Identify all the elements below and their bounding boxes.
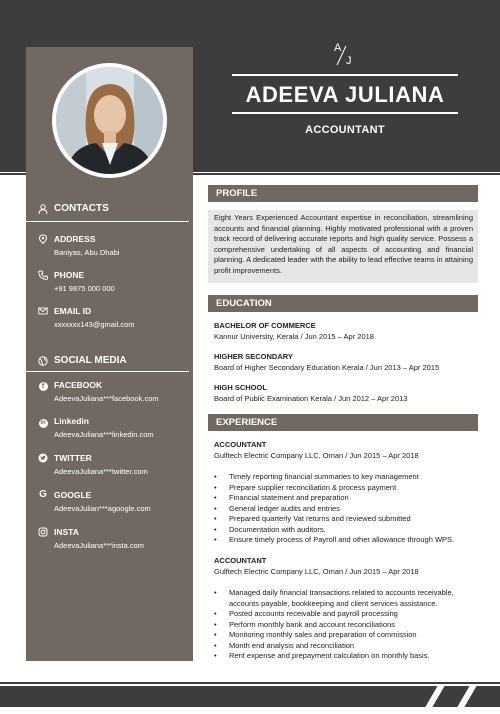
social-label: Linkedin [54, 416, 89, 426]
experience-heading: EXPERIENCE [216, 417, 278, 428]
name-rule-top [232, 74, 458, 76]
contact-label: EMAIL ID [54, 306, 92, 316]
contact-label: PHONE [54, 270, 85, 280]
social-heading-label: SOCIAL MEDIA [54, 355, 127, 366]
social-rule [26, 371, 189, 372]
monogram-letter-j: J [346, 55, 352, 67]
job-title-1: ACCOUNTANT [214, 440, 267, 449]
job-company-1: Gulftech Electric Company LLC, Oman / Jun 2015 – Apr 2018 [214, 451, 419, 460]
education-degree: BACHELOR OF COMMERCE [214, 321, 316, 330]
social-label: INSTA [54, 527, 79, 537]
social-label: TWITTER [54, 453, 92, 463]
phone-icon [38, 270, 48, 280]
footer-divider [0, 682, 500, 684]
duty-item: • Month end analysis and reconciliation [214, 641, 474, 652]
social-value[interactable]: AdeevaJuliana***linkedin.com [54, 430, 154, 439]
profile-summary: Eight Years Experienced Accountant expertise in reconciliation, streamlining accounts and financial planning. Highly motivated professional with a proven track record of delivering accurate reports and high quality service. Possess a comprehensive undertaking of all aspects of accounting and financial planning. A dedicated leader with the ability to lead effective teams in attaining profit improvements. [214, 213, 473, 275]
job-company-2: Gulftech Electric Company LLC, Oman / Jun 2015 – Apr 2018 [214, 567, 419, 576]
duty-item: • Prepared quarterly Vat returns and reviewed submitted [214, 514, 474, 525]
education-degree: HIGH SCHOOL [214, 383, 267, 392]
social-value[interactable]: AdeevaJuliana***facebook.com [54, 394, 159, 403]
contact-value[interactable]: xxxxxxx143@gmail.com [54, 320, 135, 329]
duty-item: • Documentation with auditors. [214, 525, 474, 536]
job-title: ACCOUNTANT [305, 124, 385, 136]
duty-item: • Perform monthly bank and account reconciliations [214, 620, 474, 631]
footer-band [0, 686, 500, 707]
monogram-logo [326, 42, 366, 72]
duty-item: • Monitoring monthly sales and preparation of commission [214, 630, 474, 641]
duty-item: • Rent expense and prepayment calculation on monthly basis. [214, 651, 474, 662]
education-heading: EDUCATION [216, 298, 272, 309]
social-value[interactable]: AdeevaJuliana***twitter.com [54, 467, 148, 476]
duty-item: • Managed daily financial transactions related to accounts receivable, accounts payable, bookkeeping and client services assistance. [214, 588, 474, 609]
education-degree: HIGHER SECONDARY [214, 352, 293, 361]
education-detail: Board of Public Examination Kerala / Jun 2012 – Apr 2013 [214, 394, 408, 403]
candidate-name: ADEEVA JULIANA [245, 82, 445, 107]
contacts-heading-label: CONTACTS [54, 203, 109, 214]
contacts-heading [38, 203, 109, 214]
email-icon [38, 306, 48, 316]
person-icon [38, 204, 48, 214]
duty-item: • Financial statement and preparation [214, 493, 474, 504]
name-rule-bottom [232, 112, 458, 114]
social-value[interactable]: AdeevaJuliana***insta.com [54, 541, 145, 550]
profile-heading: PROFILE [216, 188, 258, 199]
facebook-icon: f [38, 380, 48, 390]
education-detail: Board of Higher Secondary Education Kerala / Jun 2013 – Apr 2015 [214, 363, 440, 372]
education-section-bar [208, 295, 478, 312]
duty-item: • Ensure timely process of Payroll and other allowance through WPS. [214, 535, 474, 546]
social-label: FACEBOOK [54, 380, 103, 390]
linkedin-icon: in [40, 420, 46, 426]
job-title-2: ACCOUNTANT [214, 556, 267, 565]
duty-item: • Prepare supplier reconciliation & process payment [214, 483, 474, 494]
experience-section-bar [208, 414, 478, 431]
contacts-rule [26, 221, 189, 222]
contact-label: ADDRESS [54, 234, 96, 244]
education-detail: Kannur University, Kerala / Jun 2015 – Apr 2018 [214, 332, 374, 341]
job-duties-1 [214, 472, 474, 546]
job-duties-2 [214, 588, 474, 662]
social-label: GOOGLE [54, 490, 92, 500]
contact-value: +91 9875 000 000 [54, 284, 115, 293]
location-icon [38, 234, 48, 244]
google-icon: G [39, 489, 47, 500]
social-heading [38, 355, 127, 366]
instagram-icon [38, 527, 48, 537]
social-value[interactable]: AdeevaJulian***agoogle.com [54, 504, 151, 513]
monogram-letter-a: A [334, 42, 342, 54]
duty-item: • Timely reporting financial summaries to key management [214, 472, 474, 483]
globe-icon [38, 356, 48, 366]
duty-item: • Posted accounts receivable and payroll processing [214, 609, 474, 620]
profile-section-bar [208, 185, 478, 202]
duty-item: • General ledger audits and entries [214, 504, 474, 515]
twitter-icon [38, 453, 48, 463]
profile-photo [56, 67, 163, 174]
contact-value: Baniyas, Abu Dhabi [54, 248, 120, 257]
